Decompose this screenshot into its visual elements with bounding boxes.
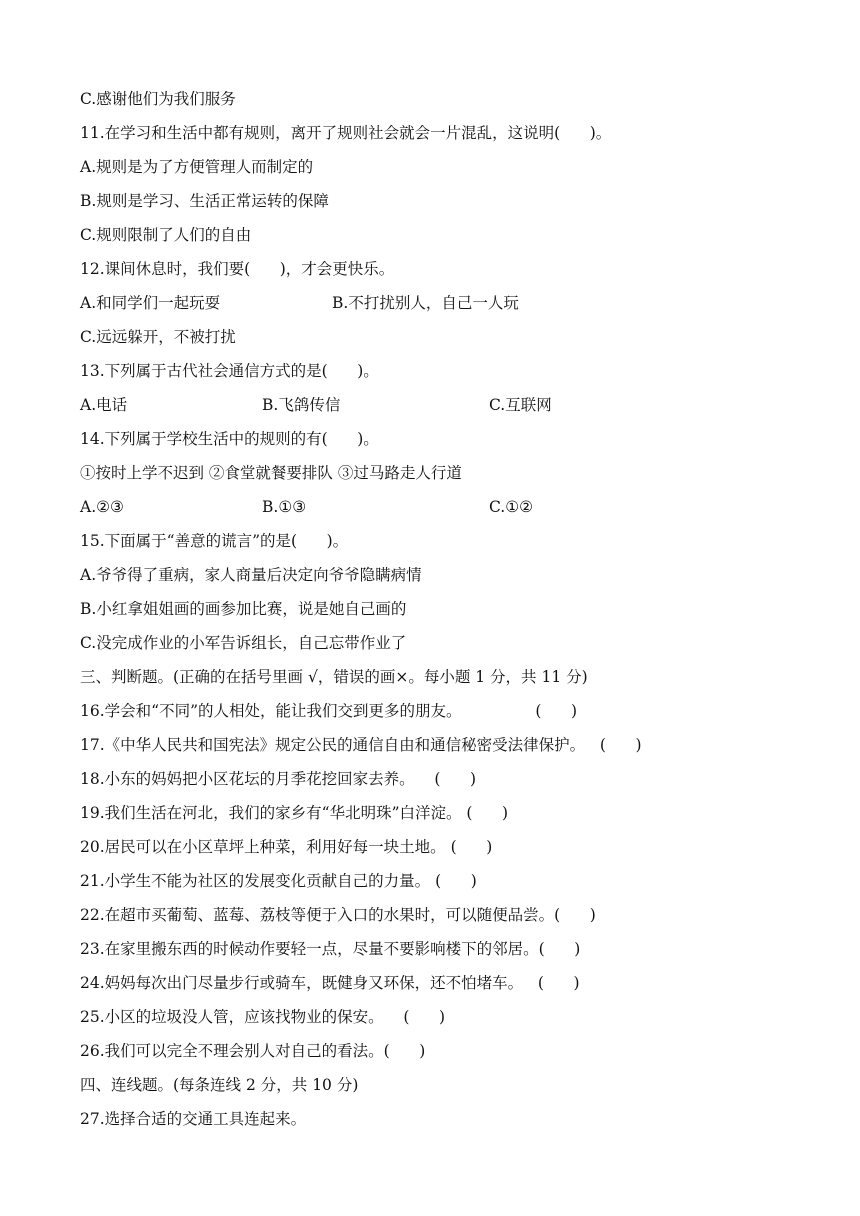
question-16: 16.学会和“不同”的人相处，能让我们交到更多的朋友。 ( ) <box>80 702 578 720</box>
q12-option-b: B.不打扰别人，自己一人玩 <box>332 294 519 312</box>
q14-option-b: B.①③ <box>262 498 307 516</box>
question-25: 25.小区的垃圾没人管，应该找物业的保安。 ( ) <box>80 1008 446 1026</box>
question-12: 12.课间休息时，我们要( )，才会更快乐。 <box>80 260 395 278</box>
q15-option-b: B.小红拿姐姐画的画参加比赛，说是她自己画的 <box>80 600 407 618</box>
q14-statements: ①按时上学不迟到 ②食堂就餐要排队 ③过马路走人行道 <box>80 464 462 482</box>
question-18: 18.小东的妈妈把小区花坛的月季花挖回家去养。 ( ) <box>80 770 477 788</box>
question-13: 13.下列属于古代社会通信方式的是( )。 <box>80 362 379 380</box>
question-19: 19.我们生活在河北，我们的家乡有“华北明珠”白洋淀。 ( ) <box>80 804 509 822</box>
q13-option-b: B.飞鸽传信 <box>262 396 341 414</box>
q14-option-c: C.①② <box>489 498 534 516</box>
q13-option-c: C.互联网 <box>489 396 552 414</box>
question-20: 20.居民可以在小区草坪上种菜，利用好每一块土地。 ( ) <box>80 838 493 856</box>
q12-option-a: A.和同学们一起玩耍 <box>80 294 221 312</box>
q15-option-c: C.没完成作业的小军告诉组长，自己忘带作业了 <box>80 634 407 652</box>
q15-option-a: A.爷爷得了重病，家人商量后决定向爷爷隐瞒病情 <box>80 566 422 584</box>
question-14: 14.下列属于学校生活中的规则的有( )。 <box>80 430 379 448</box>
question-11: 11.在学习和生活中都有规则，离开了规则社会就会一片混乱，这说明( )。 <box>80 124 612 142</box>
section-4-heading: 四、连线题。(每条连线 2 分，共 10 分) <box>80 1076 359 1094</box>
question-24: 24.妈妈每次出门尽量步行或骑车，既健身又环保，还不怕堵车。 ( ) <box>80 974 580 992</box>
question-27: 27.选择合适的交通工具连起来。 <box>80 1110 307 1128</box>
q10-option-c: C.感谢他们为我们服务 <box>80 90 236 108</box>
q11-option-c: C.规则限制了人们的自由 <box>80 226 252 244</box>
q11-option-a: A.规则是为了方便管理人而制定的 <box>80 158 314 176</box>
question-21: 21.小学生不能为社区的发展变化贡献自己的力量。 ( ) <box>80 872 477 890</box>
question-22: 22.在超市买葡萄、蓝莓、荔枝等便于入口的水果时，可以随便品尝。( ) <box>80 906 596 924</box>
question-23: 23.在家里搬东西的时候动作要轻一点，尽量不要影响楼下的邻居。( ) <box>80 940 581 958</box>
q12-option-c: C.远远躲开，不被打扰 <box>80 328 236 346</box>
q14-option-a: A.②③ <box>80 498 124 516</box>
question-15: 15.下面属于“善意的谎言”的是( )。 <box>80 532 349 550</box>
question-26: 26.我们可以完全不理会别人对自己的看法。( ) <box>80 1042 426 1060</box>
question-17: 17.《中华人民共和国宪法》规定公民的通信自由和通信秘密受法律保护。 ( ) <box>80 736 642 754</box>
section-3-heading: 三、判断题。(正确的在括号里画 √，错误的画×。每小题 1 分，共 11 分) <box>80 668 588 686</box>
q13-option-a: A.电话 <box>80 396 128 414</box>
q11-option-b: B.规则是学习、生活正常运转的保障 <box>80 192 329 210</box>
